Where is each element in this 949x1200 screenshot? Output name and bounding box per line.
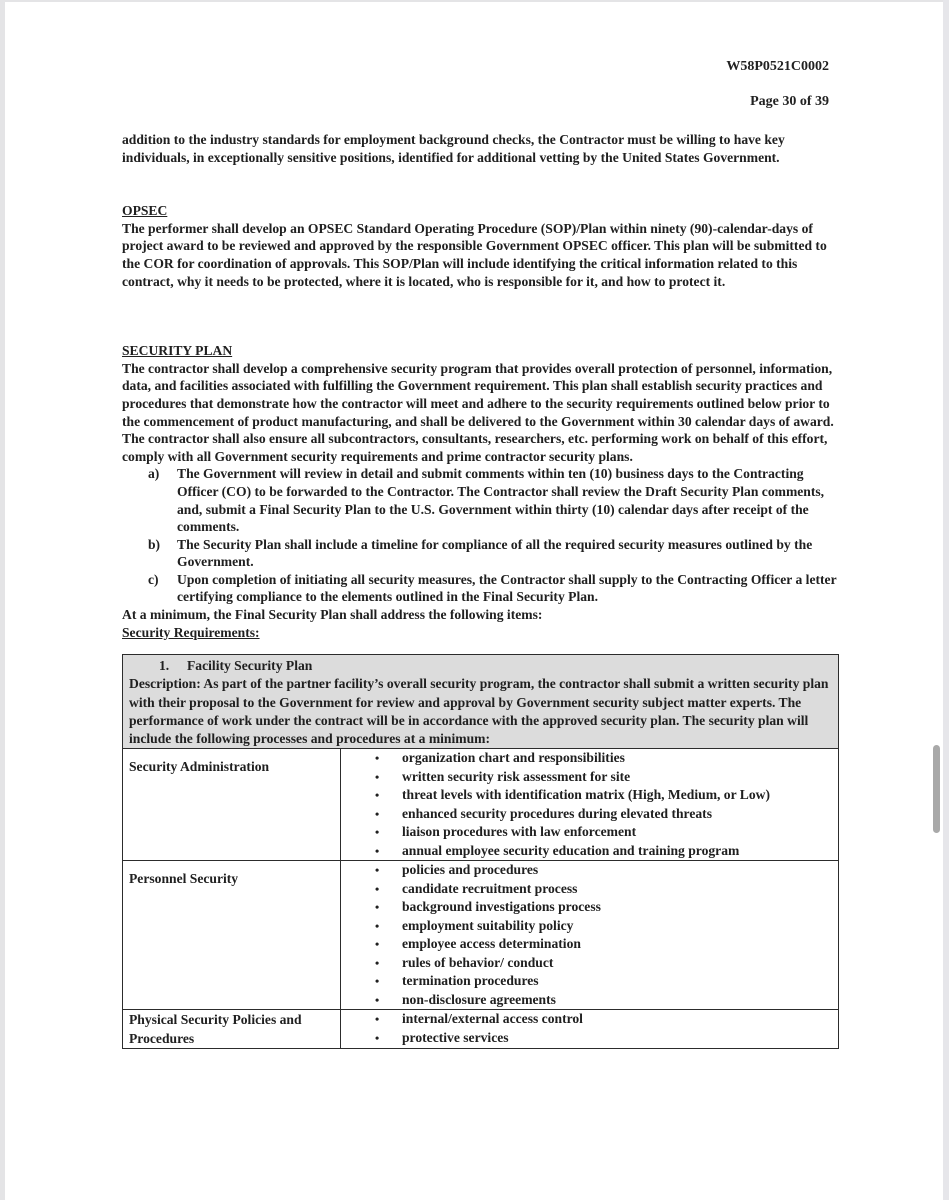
scrollbar-track[interactable] xyxy=(943,0,949,1200)
bullets-cell xyxy=(341,1010,839,1049)
bullet-icon: • xyxy=(375,806,380,821)
bullet-icon: • xyxy=(375,751,380,766)
bullet-icon: • xyxy=(375,788,380,803)
list-item-text: Upon completion of initiating all security measures, the Contractor shall supply to the Contracting Officer a letter certifying compliance to the elements outlined in the Final Security Plan. xyxy=(177,571,837,605)
document-page xyxy=(5,2,943,1200)
list-marker: c) xyxy=(148,571,159,587)
intro-paragraph: addition to the industry standards for employment background checks, the Contractor must be willing to have key individuals, in exceptionally sensitive positions, identified for additional vetting by the United States Government. xyxy=(122,132,785,165)
bullet-icon: • xyxy=(375,863,380,878)
category-cell: Physical Security Policies and Procedures xyxy=(123,1010,341,1049)
bullets-cell xyxy=(341,749,839,861)
section-description: Description: As part of the partner facility’s overall security program, the contractor shall submit a written security plan with their proposal to the Government for review and approval by Government security subject matter experts. The performance of work under the contract will be in accordance with the approved security plan. The security plan will include the following processes and procedures at a minimum: xyxy=(129,676,829,747)
table-header-row xyxy=(123,655,839,749)
bullet-icon: • xyxy=(375,900,380,915)
bullet-icon: • xyxy=(375,992,380,1007)
document-body xyxy=(122,131,842,1049)
list-marker: a) xyxy=(148,466,160,482)
bullet-icon: • xyxy=(375,955,380,970)
list-item-text: The Security Plan shall include a timeline for compliance of all the required security measures outlined by the Government. xyxy=(177,536,813,570)
opsec-heading: OPSEC xyxy=(122,203,168,219)
list-item: • enhanced security procedures during elevated threats xyxy=(375,805,832,824)
list-item xyxy=(148,571,842,606)
list-item xyxy=(148,465,842,535)
list-item: • annual employee security education and training program xyxy=(375,842,832,861)
list-item: • employee access determination xyxy=(375,935,832,954)
scrollbar-thumb[interactable] xyxy=(933,745,940,833)
contract-id: W58P0521C0002 xyxy=(726,59,829,74)
list-item: • written security risk assessment for site xyxy=(375,768,832,787)
list-item: • non-disclosure agreements xyxy=(375,991,832,1010)
table-row xyxy=(123,749,839,861)
bullets-cell xyxy=(341,861,839,1010)
table-row xyxy=(123,1010,839,1049)
list-item: • candidate recruitment process xyxy=(375,880,832,899)
list-item: • organization chart and responsibilities xyxy=(375,749,832,768)
table-row xyxy=(123,861,839,1010)
bullet-icon: • xyxy=(375,1012,380,1027)
list-item: • employment suitability policy xyxy=(375,917,832,936)
list-marker: b) xyxy=(148,536,161,552)
security-requirements-title: Security Requirements: xyxy=(122,624,260,640)
security-requirements-table xyxy=(122,654,839,1049)
bullet-icon: • xyxy=(375,843,380,858)
category-cell: Personnel Security xyxy=(123,861,341,1010)
bullet-icon: • xyxy=(375,918,380,933)
category-cell: Security Administration xyxy=(123,749,341,861)
bullet-icon: • xyxy=(375,974,380,989)
security-plan-closing: At a minimum, the Final Security Plan shall address the following items: xyxy=(122,607,543,623)
bullet-icon: • xyxy=(375,1030,380,1045)
list-item: • background investigations process xyxy=(375,898,832,917)
bullet-icon: • xyxy=(375,769,380,784)
bullet-icon: • xyxy=(375,937,380,952)
bullet-icon: • xyxy=(375,825,380,840)
security-plan-list xyxy=(122,465,842,606)
section-title: 1. Facility Security Plan xyxy=(159,658,313,674)
security-plan-paragraph: The contractor shall develop a comprehensive security program that provides overall protection of personnel, information, data, and facilities associated with fulfilling the Government requirement. This plan shall establish security practices and procedures that demonstrate how the contractor will meet and adhere to the security requirements outlined below prior to the commencement of product manufacturing, and shall be delivered to the Government within 30 calendar days of award. The contractor shall also ensure all subcontractors, consultants, researchers, etc. performing work on behalf of this effort, comply with all Government security requirements and prime contractor security plans. xyxy=(122,360,834,464)
table-header-cell xyxy=(123,655,839,749)
list-item: • internal/external access control xyxy=(375,1010,832,1029)
list-item: • protective services xyxy=(375,1029,832,1048)
list-item: • liaison procedures with law enforcement xyxy=(375,823,832,842)
list-item: • policies and procedures xyxy=(375,861,832,880)
bullet-icon: • xyxy=(375,881,380,896)
list-item: • rules of behavior/ conduct xyxy=(375,954,832,973)
list-item-text: The Government will review in detail and submit comments within ten (10) business days to the Contracting Officer (CO) to be forwarded to the Contractor. The Contractor shall review the Draft Security Plan comments, and, submit a Final Security Plan to the U.S. Government within thirty (10) calendar days after receipt of the comments. xyxy=(177,466,825,535)
list-item: • threat levels with identification matrix (High, Medium, or Low) xyxy=(375,786,832,805)
list-item: • termination procedures xyxy=(375,972,832,991)
security-plan-heading: SECURITY PLAN xyxy=(122,343,233,359)
list-item xyxy=(148,536,842,571)
opsec-paragraph: The performer shall develop an OPSEC Standard Operating Procedure (SOP)/Plan within ninety (90)-calendar-days of project award to be reviewed and approved by the responsible Government OPSEC officer. This plan will be submitted to the COR for coordination of approvals. This SOP/Plan will include identifying the critical information related to this contract, why it needs to be protected, where it is located, who is responsible for it, and how to protect it. xyxy=(122,220,827,289)
page-number: Page 30 of 39 xyxy=(750,94,829,109)
